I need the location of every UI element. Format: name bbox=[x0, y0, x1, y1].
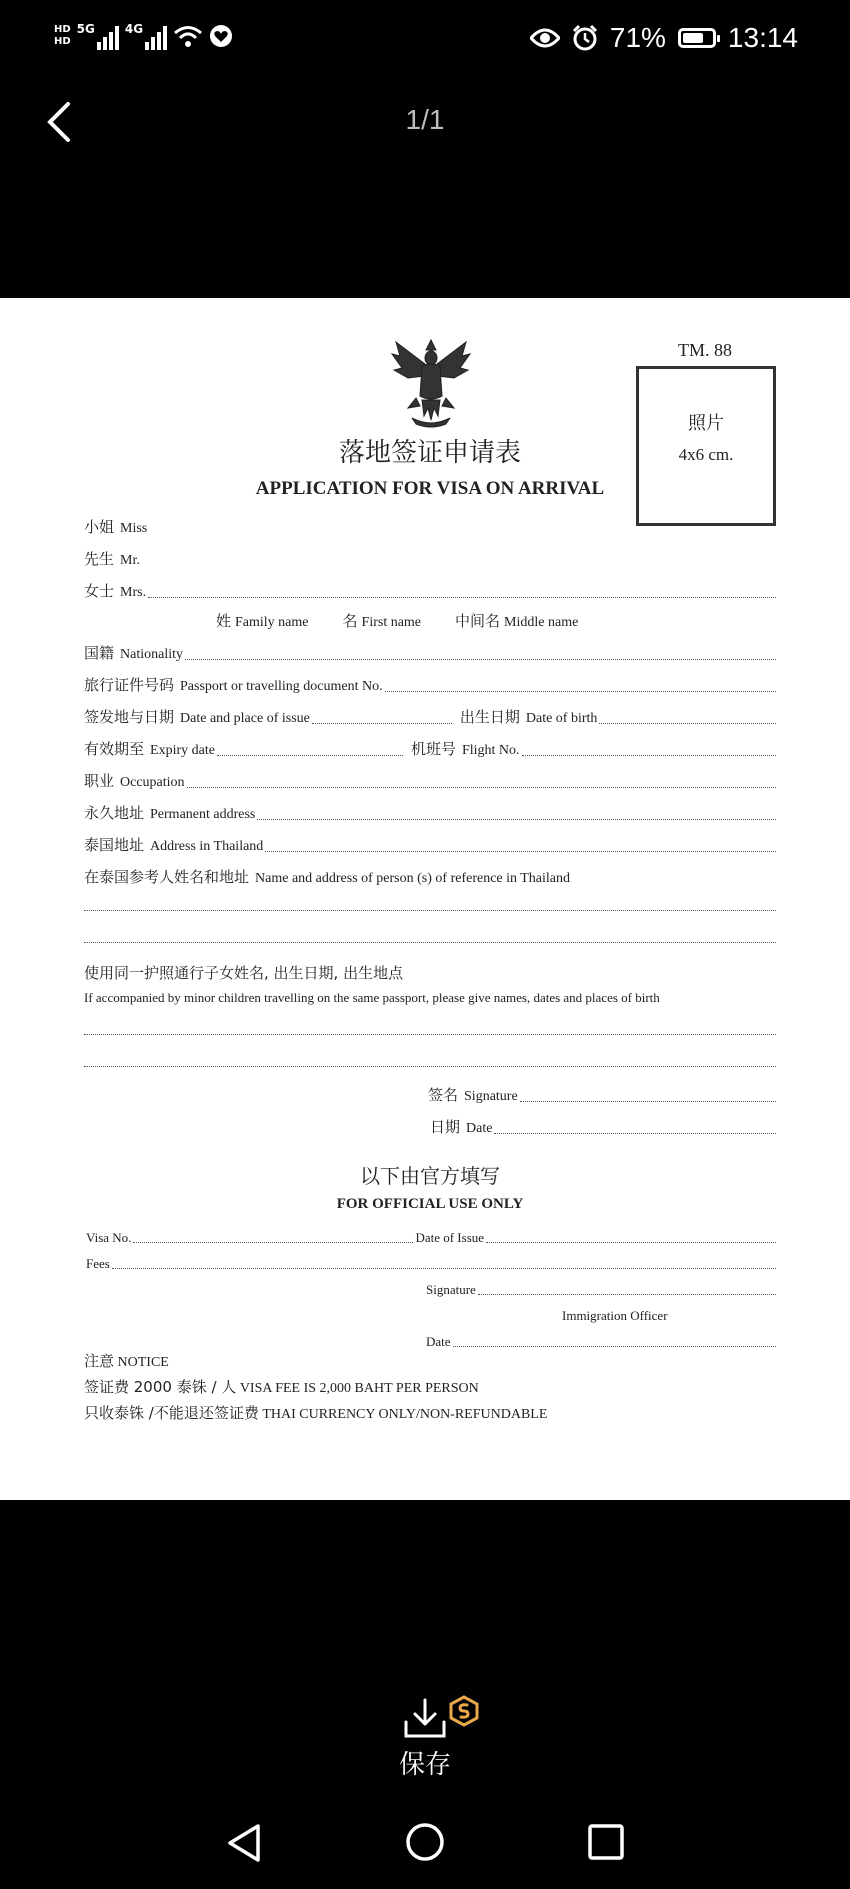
date-field[interactable] bbox=[494, 1132, 776, 1134]
fees-label: Fees bbox=[86, 1256, 110, 1271]
reference-field-line-1[interactable] bbox=[84, 910, 776, 911]
row-mr bbox=[84, 548, 140, 569]
form-code: TM. 88 bbox=[678, 340, 732, 360]
row-children-en bbox=[84, 990, 660, 1006]
visa-no-label: Visa No. bbox=[86, 1230, 132, 1245]
mr-en: Mr. bbox=[120, 553, 140, 568]
row-official-signature[interactable] bbox=[426, 1282, 776, 1298]
download-icon bbox=[403, 1698, 447, 1740]
row-mrs[interactable] bbox=[84, 580, 776, 601]
fee-cn: 签证费 2000 泰铢 / 人 bbox=[84, 1378, 237, 1396]
occupation-field[interactable] bbox=[187, 786, 776, 788]
family-name-cn: 姓 bbox=[216, 612, 232, 630]
signal-4g-icon bbox=[125, 22, 167, 50]
passport-cn: 旅行证件号码 bbox=[84, 676, 175, 694]
row-children-cn bbox=[84, 962, 409, 983]
hd-label-2: HD bbox=[54, 36, 71, 47]
row-issue-dob[interactable] bbox=[84, 706, 776, 727]
signal-5g-icon bbox=[77, 22, 119, 50]
official-date-label: Date bbox=[426, 1334, 451, 1349]
expiry-en: Expiry date bbox=[150, 743, 215, 758]
form-title-en: APPLICATION FOR VISA ON ARRIVAL bbox=[255, 478, 605, 499]
notice-heading bbox=[84, 1350, 169, 1371]
notice-fee bbox=[84, 1376, 479, 1397]
date-en: Date bbox=[466, 1121, 493, 1136]
row-visa-no[interactable] bbox=[86, 1230, 776, 1246]
miss-en: Miss bbox=[120, 521, 148, 536]
heart-shield-icon bbox=[209, 24, 233, 48]
official-signature-label: Signature bbox=[426, 1282, 476, 1297]
signature-cn: 签名 bbox=[428, 1086, 459, 1104]
date-cn: 日期 bbox=[430, 1118, 461, 1136]
middle-name-cn: 中间名 bbox=[455, 612, 501, 630]
miss-cn: 小姐 bbox=[84, 518, 115, 536]
wifi-icon bbox=[173, 24, 203, 48]
mrs-en: Mrs. bbox=[120, 585, 147, 600]
reference-en: Name and address of person (s) of reference in Thailand bbox=[255, 871, 571, 886]
mrs-cn: 女士 bbox=[84, 582, 115, 600]
alarm-icon bbox=[572, 25, 598, 51]
official-use-title-en: FOR OFFICIAL USE ONLY bbox=[336, 1196, 524, 1212]
visa-no-field[interactable] bbox=[133, 1241, 413, 1243]
hd-indicator bbox=[54, 24, 71, 48]
official-use-title-cn: 以下由官方填写 bbox=[360, 1164, 500, 1188]
expiry-cn: 有效期至 bbox=[84, 740, 145, 758]
permanent-address-en: Permanent address bbox=[150, 807, 256, 822]
date-of-issue-label: Date of Issue bbox=[415, 1230, 485, 1245]
reference-field-line-2[interactable] bbox=[84, 942, 776, 943]
row-signature[interactable] bbox=[428, 1084, 776, 1105]
permanent-address-cn: 永久地址 bbox=[84, 804, 145, 822]
status-right bbox=[530, 22, 798, 54]
issue-field[interactable] bbox=[312, 722, 452, 724]
row-thai-address[interactable] bbox=[84, 834, 776, 855]
nationality-cn: 国籍 bbox=[84, 644, 115, 662]
children-field-line-1[interactable] bbox=[84, 1034, 776, 1035]
row-fees[interactable] bbox=[86, 1256, 776, 1272]
row-date[interactable] bbox=[430, 1116, 776, 1137]
row-permanent-address[interactable] bbox=[84, 802, 776, 823]
reference-cn: 在泰国参考人姓名和地址 bbox=[84, 868, 250, 886]
passport-en: Passport or travelling document No. bbox=[180, 679, 383, 694]
signature-field[interactable] bbox=[520, 1100, 776, 1102]
photo-size: 4x6 cm. bbox=[678, 445, 734, 464]
notice-cn: 注意 bbox=[84, 1352, 115, 1370]
date-of-issue-field[interactable] bbox=[486, 1241, 776, 1243]
flight-en: Flight No. bbox=[461, 743, 520, 758]
battery-percent: 71% bbox=[609, 22, 666, 53]
thai-address-field[interactable] bbox=[265, 850, 776, 852]
dob-cn: 出生日期 bbox=[459, 708, 520, 726]
notice-currency bbox=[84, 1402, 547, 1423]
row-expiry-flight[interactable] bbox=[84, 738, 776, 759]
row-immigration-officer bbox=[562, 1308, 668, 1324]
flight-field[interactable] bbox=[522, 754, 776, 756]
visa-form-document bbox=[0, 298, 850, 1500]
issue-cn: 签发地与日期 bbox=[84, 708, 175, 726]
fees-field[interactable] bbox=[112, 1267, 776, 1269]
net-label-5g: 5G bbox=[76, 22, 95, 36]
immigration-officer-label: Immigration Officer bbox=[562, 1308, 668, 1323]
notice-en: NOTICE bbox=[117, 1355, 169, 1370]
children-cn: 使用同一护照通行子女姓名, 出生日期, 出生地点 bbox=[84, 964, 404, 982]
thai-address-en: Address in Thailand bbox=[150, 839, 264, 854]
save-label: 保存 bbox=[398, 1750, 451, 1780]
save-button[interactable] bbox=[0, 1698, 850, 1781]
net-label-4g: 4G bbox=[124, 22, 144, 36]
row-occupation[interactable] bbox=[84, 770, 776, 791]
status-left bbox=[54, 22, 233, 50]
signature-en: Signature bbox=[464, 1089, 518, 1104]
passport-field[interactable] bbox=[385, 690, 776, 692]
currency-en: THAI CURRENCY ONLY/NON-REFUNDABLE bbox=[262, 1407, 548, 1422]
occupation-cn: 职业 bbox=[84, 772, 115, 790]
mr-cn: 先生 bbox=[84, 550, 115, 568]
thai-address-cn: 泰国地址 bbox=[84, 836, 145, 854]
page-counter: 1/1 bbox=[405, 104, 445, 135]
official-signature-field[interactable] bbox=[478, 1293, 776, 1295]
form-title-cn: 落地签证申请表 bbox=[338, 438, 521, 468]
nav-home-icon[interactable] bbox=[405, 1822, 445, 1862]
hd-label-1: HD bbox=[54, 24, 71, 35]
row-reference bbox=[84, 866, 570, 887]
row-nationality[interactable] bbox=[84, 642, 776, 663]
first-name-cn: 名 bbox=[342, 612, 358, 630]
row-passport[interactable] bbox=[84, 674, 776, 695]
first-name-en: First name bbox=[361, 615, 422, 630]
permanent-address-field[interactable] bbox=[257, 818, 776, 820]
dob-en: Date of birth bbox=[525, 711, 598, 726]
nationality-field[interactable] bbox=[185, 658, 776, 660]
fee-en: VISA FEE IS 2,000 BAHT PER PERSON bbox=[239, 1381, 479, 1396]
issue-en: Date and place of issue bbox=[180, 711, 310, 726]
currency-cn: 只收泰铢 /不能退还签证费 bbox=[84, 1404, 259, 1422]
nationality-en: Nationality bbox=[120, 647, 184, 662]
children-field-line-2[interactable] bbox=[84, 1066, 776, 1067]
nav-recents-icon[interactable] bbox=[588, 1824, 624, 1860]
system-nav-bar bbox=[0, 1816, 850, 1872]
eye-icon bbox=[530, 28, 560, 48]
children-en: If accompanied by minor children travelling on the same passport, please give names, dates and places of birth bbox=[84, 990, 660, 1005]
official-date-field[interactable] bbox=[453, 1345, 776, 1347]
name-field[interactable] bbox=[148, 596, 776, 598]
expiry-field[interactable] bbox=[217, 754, 403, 756]
nav-back-icon[interactable] bbox=[226, 1822, 262, 1864]
middle-name-en: Middle name bbox=[504, 615, 579, 630]
photo-label: 照片 bbox=[688, 413, 724, 434]
flight-cn: 机班号 bbox=[410, 740, 456, 758]
row-miss bbox=[84, 516, 147, 537]
garuda-emblem-icon bbox=[386, 336, 476, 428]
premium-coin-badge-icon bbox=[448, 1695, 480, 1727]
family-name-en: Family name bbox=[235, 615, 309, 630]
name-parts-labels bbox=[216, 610, 578, 631]
row-official-date[interactable] bbox=[426, 1334, 776, 1350]
battery-icon bbox=[678, 28, 716, 48]
occupation-en: Occupation bbox=[120, 775, 185, 790]
status-time: 13:14 bbox=[727, 22, 798, 53]
dob-field[interactable] bbox=[599, 722, 776, 724]
status-bar bbox=[0, 0, 850, 80]
